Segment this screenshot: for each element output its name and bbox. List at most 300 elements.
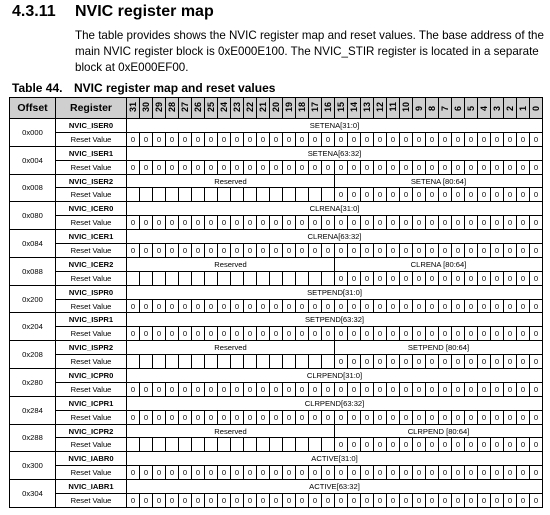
reset-bit: 0 xyxy=(400,327,413,341)
reset-bit: 0 xyxy=(361,382,374,396)
reset-bit: 0 xyxy=(218,466,231,480)
reset-bit: 0 xyxy=(244,299,257,313)
reset-bit: 0 xyxy=(218,299,231,313)
reset-bit: 0 xyxy=(153,132,166,146)
reset-bit: 0 xyxy=(231,327,244,341)
register-offset: 0x008 xyxy=(10,174,56,202)
register-row xyxy=(10,230,543,244)
reset-bit: 0 xyxy=(231,244,244,258)
register-name: NVIC_ISER0 xyxy=(56,119,127,133)
header-bit-label: 30 xyxy=(141,101,151,112)
reset-bit: 0 xyxy=(348,271,361,285)
reset-bit-empty xyxy=(270,438,283,452)
reset-bit: 0 xyxy=(426,382,439,396)
reset-bit: 0 xyxy=(387,410,400,424)
reset-bit-empty xyxy=(283,271,296,285)
register-row xyxy=(10,396,543,410)
reset-bit: 0 xyxy=(335,438,348,452)
reset-bit: 0 xyxy=(335,132,348,146)
header-bit xyxy=(387,98,400,119)
reset-bit: 0 xyxy=(153,466,166,480)
reset-bit: 0 xyxy=(140,327,153,341)
reset-bit-empty xyxy=(179,438,192,452)
reset-bit: 0 xyxy=(335,327,348,341)
header-bit-label: 1 xyxy=(518,105,528,111)
reset-bit: 0 xyxy=(153,382,166,396)
reset-bit: 0 xyxy=(283,382,296,396)
header-bit-label: 11 xyxy=(388,102,398,112)
reset-bit-empty xyxy=(179,271,192,285)
reset-bit: 0 xyxy=(413,160,426,174)
register-offset: 0x084 xyxy=(10,230,56,258)
header-bit-label: 23 xyxy=(232,101,242,112)
reset-bit: 0 xyxy=(257,299,270,313)
header-bit xyxy=(192,98,205,119)
reset-bit: 0 xyxy=(517,382,530,396)
reset-bit: 0 xyxy=(322,160,335,174)
reset-bit: 0 xyxy=(283,244,296,258)
register-row xyxy=(10,146,543,160)
register-row xyxy=(10,369,543,383)
reset-bit: 0 xyxy=(374,160,387,174)
header-bit-label: 15 xyxy=(336,101,346,112)
header-bit-label: 20 xyxy=(271,101,281,112)
reset-bit: 0 xyxy=(283,327,296,341)
register-offset: 0x284 xyxy=(10,396,56,424)
reset-bit: 0 xyxy=(465,271,478,285)
reset-bit-empty xyxy=(322,188,335,202)
reset-bit-empty xyxy=(309,188,322,202)
reset-bit: 0 xyxy=(283,299,296,313)
reset-bit: 0 xyxy=(205,327,218,341)
reset-bit: 0 xyxy=(231,160,244,174)
reset-bit: 0 xyxy=(400,132,413,146)
reset-bit: 0 xyxy=(491,438,504,452)
reset-bit: 0 xyxy=(517,244,530,258)
table-title: NVIC register map and reset values xyxy=(74,81,276,95)
reset-value-label: Reset Value xyxy=(56,160,127,174)
reset-bit: 0 xyxy=(374,271,387,285)
reset-bit: 0 xyxy=(452,466,465,480)
reset-bit: 0 xyxy=(452,188,465,202)
reset-bit: 0 xyxy=(400,188,413,202)
reset-bit-empty xyxy=(296,188,309,202)
register-offset: 0x300 xyxy=(10,452,56,480)
reset-bit: 0 xyxy=(530,132,543,146)
reset-bit-empty xyxy=(179,355,192,369)
reset-bit: 0 xyxy=(491,216,504,230)
register-field: ACTIVE[63:32] xyxy=(127,480,543,494)
reset-bit: 0 xyxy=(491,132,504,146)
reset-bit: 0 xyxy=(361,160,374,174)
reset-bit: 0 xyxy=(283,494,296,508)
register-field: SETPEND[63:32] xyxy=(127,313,543,327)
reset-bit: 0 xyxy=(413,216,426,230)
reset-bit-empty xyxy=(296,355,309,369)
reset-bit-empty xyxy=(140,355,153,369)
header-bit xyxy=(322,98,335,119)
reset-bit-empty xyxy=(140,438,153,452)
header-bit xyxy=(478,98,491,119)
reset-bit: 0 xyxy=(387,327,400,341)
reset-bit: 0 xyxy=(140,466,153,480)
reset-bit: 0 xyxy=(309,494,322,508)
reset-bit: 0 xyxy=(517,271,530,285)
reset-bit: 0 xyxy=(491,327,504,341)
reset-bit: 0 xyxy=(491,244,504,258)
reset-bit: 0 xyxy=(387,494,400,508)
reset-row xyxy=(10,216,543,230)
reserved-field: Reserved xyxy=(127,424,335,438)
register-name: NVIC_ISER2 xyxy=(56,174,127,188)
reset-bit-empty xyxy=(270,271,283,285)
reset-bit: 0 xyxy=(426,494,439,508)
reset-bit: 0 xyxy=(218,327,231,341)
reset-bit: 0 xyxy=(361,466,374,480)
header-bit xyxy=(439,98,452,119)
reset-bit: 0 xyxy=(205,466,218,480)
reset-bit-empty xyxy=(192,271,205,285)
reset-bit-empty xyxy=(127,438,140,452)
reset-bit: 0 xyxy=(140,494,153,508)
reset-bit: 0 xyxy=(439,216,452,230)
reset-value-label: Reset Value xyxy=(56,438,127,452)
reset-bit: 0 xyxy=(530,382,543,396)
reset-bit: 0 xyxy=(452,327,465,341)
register-field: CLRPEND[31:0] xyxy=(127,369,543,383)
reset-bit: 0 xyxy=(413,494,426,508)
reset-bit: 0 xyxy=(400,382,413,396)
register-field: CLRPEND[63:32] xyxy=(127,396,543,410)
reset-bit: 0 xyxy=(244,466,257,480)
reset-bit: 0 xyxy=(322,494,335,508)
reset-row xyxy=(10,494,543,508)
reset-bit: 0 xyxy=(465,438,478,452)
reset-bit: 0 xyxy=(205,494,218,508)
reset-bit: 0 xyxy=(530,466,543,480)
reset-bit: 0 xyxy=(465,216,478,230)
reset-bit: 0 xyxy=(283,410,296,424)
reset-bit: 0 xyxy=(270,132,283,146)
reset-value-label: Reset Value xyxy=(56,355,127,369)
reset-bit: 0 xyxy=(439,494,452,508)
reset-bit: 0 xyxy=(218,494,231,508)
header-bit-label: 4 xyxy=(479,105,489,111)
reset-row xyxy=(10,132,543,146)
reset-bit: 0 xyxy=(192,327,205,341)
reserved-field: Reserved xyxy=(127,174,335,188)
register-name: NVIC_ICER2 xyxy=(56,257,127,271)
reset-bit: 0 xyxy=(465,466,478,480)
reset-bit: 0 xyxy=(374,355,387,369)
header-bit xyxy=(517,98,530,119)
reset-bit: 0 xyxy=(322,132,335,146)
reset-bit: 0 xyxy=(387,244,400,258)
header-bit-label: 22 xyxy=(245,101,255,112)
reset-bit: 0 xyxy=(231,132,244,146)
reset-bit: 0 xyxy=(348,438,361,452)
intro-paragraph: The table provides shows the NVIC register map and reset values. The base address of the main NVIC register block is 0xE000E100. The NVIC_STIR register is located in a separate block at 0xE000EF00. xyxy=(75,29,544,74)
reset-bit: 0 xyxy=(348,188,361,202)
reset-bit: 0 xyxy=(452,382,465,396)
header-bit xyxy=(413,98,426,119)
header-bit xyxy=(205,98,218,119)
register-field: CLRENA [80:64] xyxy=(335,257,543,271)
reset-bit: 0 xyxy=(504,132,517,146)
header-bit-label: 31 xyxy=(128,101,138,112)
reset-bit: 0 xyxy=(179,160,192,174)
reset-bit: 0 xyxy=(400,494,413,508)
reset-bit: 0 xyxy=(166,327,179,341)
reset-bit: 0 xyxy=(517,410,530,424)
reset-bit: 0 xyxy=(179,299,192,313)
reset-bit: 0 xyxy=(426,410,439,424)
reset-bit: 0 xyxy=(270,466,283,480)
reset-bit: 0 xyxy=(231,494,244,508)
reset-bit-empty xyxy=(296,271,309,285)
register-field: SETENA[63:32] xyxy=(127,146,543,160)
reset-bit: 0 xyxy=(387,271,400,285)
reset-bit: 0 xyxy=(374,494,387,508)
reset-bit-empty xyxy=(205,188,218,202)
reset-bit: 0 xyxy=(296,160,309,174)
reset-bit-empty xyxy=(205,438,218,452)
reset-bit: 0 xyxy=(205,216,218,230)
reset-bit: 0 xyxy=(530,438,543,452)
reset-bit: 0 xyxy=(309,160,322,174)
reset-bit: 0 xyxy=(361,410,374,424)
header-bit-label: 25 xyxy=(206,101,216,112)
header-bit-label: 12 xyxy=(375,101,385,112)
reset-bit: 0 xyxy=(309,132,322,146)
reset-bit-empty xyxy=(166,188,179,202)
reset-bit: 0 xyxy=(322,410,335,424)
header-bit xyxy=(296,98,309,119)
reset-row xyxy=(10,299,543,313)
header-bit xyxy=(491,98,504,119)
reset-bit: 0 xyxy=(452,216,465,230)
register-offset: 0x204 xyxy=(10,313,56,341)
reset-bit: 0 xyxy=(244,132,257,146)
register-name: NVIC_IABR1 xyxy=(56,480,127,494)
reset-bit: 0 xyxy=(296,132,309,146)
section-number: 4.3.11 xyxy=(12,3,56,20)
reset-value-label: Reset Value xyxy=(56,382,127,396)
reset-bit: 0 xyxy=(530,410,543,424)
reset-bit: 0 xyxy=(140,299,153,313)
reset-bit: 0 xyxy=(504,188,517,202)
reset-bit: 0 xyxy=(257,494,270,508)
register-field: SETENA [80:64] xyxy=(335,174,543,188)
reset-bit: 0 xyxy=(296,494,309,508)
reset-bit: 0 xyxy=(504,160,517,174)
header-bit xyxy=(452,98,465,119)
header-bit-label: 5 xyxy=(466,105,476,111)
reset-bit: 0 xyxy=(504,438,517,452)
reset-bit: 0 xyxy=(504,327,517,341)
reset-bit: 0 xyxy=(244,216,257,230)
reset-bit: 0 xyxy=(387,160,400,174)
reset-bit: 0 xyxy=(504,466,517,480)
register-name: NVIC_ISPR1 xyxy=(56,313,127,327)
register-name: NVIC_IABR0 xyxy=(56,452,127,466)
reset-bit: 0 xyxy=(309,410,322,424)
reset-bit: 0 xyxy=(140,132,153,146)
reset-bit: 0 xyxy=(439,327,452,341)
reset-bit-empty xyxy=(153,271,166,285)
reset-bit: 0 xyxy=(127,466,140,480)
reset-bit: 0 xyxy=(348,494,361,508)
reset-bit: 0 xyxy=(504,382,517,396)
reset-bit: 0 xyxy=(530,160,543,174)
reset-bit: 0 xyxy=(504,494,517,508)
reset-bit: 0 xyxy=(478,382,491,396)
register-row xyxy=(10,174,543,188)
reset-bit-empty xyxy=(270,188,283,202)
reset-bit: 0 xyxy=(439,466,452,480)
reset-bit: 0 xyxy=(322,244,335,258)
reset-bit: 0 xyxy=(439,438,452,452)
reset-bit: 0 xyxy=(322,382,335,396)
header-bit xyxy=(231,98,244,119)
reset-bit: 0 xyxy=(491,494,504,508)
reset-bit: 0 xyxy=(348,244,361,258)
reset-bit: 0 xyxy=(179,494,192,508)
reset-bit-empty xyxy=(283,438,296,452)
reset-bit: 0 xyxy=(478,299,491,313)
register-row xyxy=(10,424,543,438)
header-bit xyxy=(283,98,296,119)
reset-bit: 0 xyxy=(335,160,348,174)
reset-bit: 0 xyxy=(166,466,179,480)
header-bit xyxy=(127,98,140,119)
reset-bit: 0 xyxy=(192,466,205,480)
reset-bit-empty xyxy=(257,355,270,369)
reset-bit: 0 xyxy=(517,299,530,313)
reset-bit: 0 xyxy=(270,382,283,396)
register-offset: 0x280 xyxy=(10,369,56,397)
reset-bit: 0 xyxy=(335,216,348,230)
register-row xyxy=(10,480,543,494)
header-register: Register xyxy=(56,98,127,119)
reset-bit: 0 xyxy=(257,132,270,146)
reset-row xyxy=(10,327,543,341)
reset-bit: 0 xyxy=(439,188,452,202)
reset-bit: 0 xyxy=(296,410,309,424)
reset-bit: 0 xyxy=(309,216,322,230)
reset-bit: 0 xyxy=(517,438,530,452)
reset-value-label: Reset Value xyxy=(56,299,127,313)
header-bit-label: 3 xyxy=(492,105,502,111)
reset-bit: 0 xyxy=(192,382,205,396)
reset-value-label: Reset Value xyxy=(56,188,127,202)
reset-bit-empty xyxy=(153,355,166,369)
reset-row xyxy=(10,410,543,424)
reset-row xyxy=(10,382,543,396)
reset-bit: 0 xyxy=(335,244,348,258)
reset-bit: 0 xyxy=(270,327,283,341)
reset-bit: 0 xyxy=(244,494,257,508)
reset-bit-empty xyxy=(231,188,244,202)
reset-bit: 0 xyxy=(257,382,270,396)
reset-bit: 0 xyxy=(231,466,244,480)
register-map-table xyxy=(9,97,543,508)
reset-bit: 0 xyxy=(465,355,478,369)
reset-bit: 0 xyxy=(465,188,478,202)
reset-bit: 0 xyxy=(192,494,205,508)
reset-bit: 0 xyxy=(335,382,348,396)
reset-bit: 0 xyxy=(452,244,465,258)
reset-bit: 0 xyxy=(504,244,517,258)
reset-bit: 0 xyxy=(127,216,140,230)
register-name: NVIC_ICPR1 xyxy=(56,396,127,410)
reset-bit: 0 xyxy=(439,410,452,424)
reset-bit: 0 xyxy=(257,216,270,230)
register-name: NVIC_ICPR0 xyxy=(56,369,127,383)
reset-value-label: Reset Value xyxy=(56,410,127,424)
reset-bit-empty xyxy=(166,355,179,369)
reset-bit: 0 xyxy=(179,410,192,424)
reset-bit: 0 xyxy=(166,382,179,396)
reset-bit: 0 xyxy=(322,466,335,480)
register-field: SETENA[31:0] xyxy=(127,119,543,133)
header-bit xyxy=(465,98,478,119)
header-bit xyxy=(153,98,166,119)
reset-bit: 0 xyxy=(296,327,309,341)
reset-bit: 0 xyxy=(205,132,218,146)
reset-bit: 0 xyxy=(335,466,348,480)
reset-bit: 0 xyxy=(140,216,153,230)
reset-bit: 0 xyxy=(244,244,257,258)
register-row xyxy=(10,285,543,299)
reset-bit: 0 xyxy=(127,382,140,396)
reset-bit: 0 xyxy=(478,216,491,230)
header-bit-label: 7 xyxy=(440,105,450,111)
section-title: NVIC register map xyxy=(75,3,214,20)
reset-bit: 0 xyxy=(400,410,413,424)
reset-bit-empty xyxy=(231,355,244,369)
reset-bit-empty xyxy=(257,438,270,452)
header-bit xyxy=(218,98,231,119)
reset-bit: 0 xyxy=(387,438,400,452)
reset-bit: 0 xyxy=(309,244,322,258)
register-offset: 0x200 xyxy=(10,285,56,313)
reset-bit: 0 xyxy=(166,410,179,424)
reset-bit: 0 xyxy=(517,160,530,174)
reset-bit: 0 xyxy=(400,244,413,258)
reserved-field: Reserved xyxy=(127,341,335,355)
reset-bit: 0 xyxy=(504,355,517,369)
reset-bit: 0 xyxy=(426,188,439,202)
reset-bit: 0 xyxy=(127,494,140,508)
reset-bit: 0 xyxy=(179,466,192,480)
reset-bit-empty xyxy=(153,438,166,452)
reset-bit-empty xyxy=(244,355,257,369)
reset-bit: 0 xyxy=(439,271,452,285)
register-field: CLRENA[31:0] xyxy=(127,202,543,216)
reset-bit: 0 xyxy=(439,244,452,258)
reset-bit: 0 xyxy=(270,494,283,508)
reset-bit: 0 xyxy=(478,160,491,174)
register-field: CLRENA[63:32] xyxy=(127,230,543,244)
reset-bit: 0 xyxy=(140,160,153,174)
header-bit-label: 28 xyxy=(167,101,177,112)
reset-bit: 0 xyxy=(361,494,374,508)
reset-bit: 0 xyxy=(192,410,205,424)
register-offset: 0x004 xyxy=(10,146,56,174)
reset-bit-empty xyxy=(322,271,335,285)
reset-bit-empty xyxy=(218,271,231,285)
